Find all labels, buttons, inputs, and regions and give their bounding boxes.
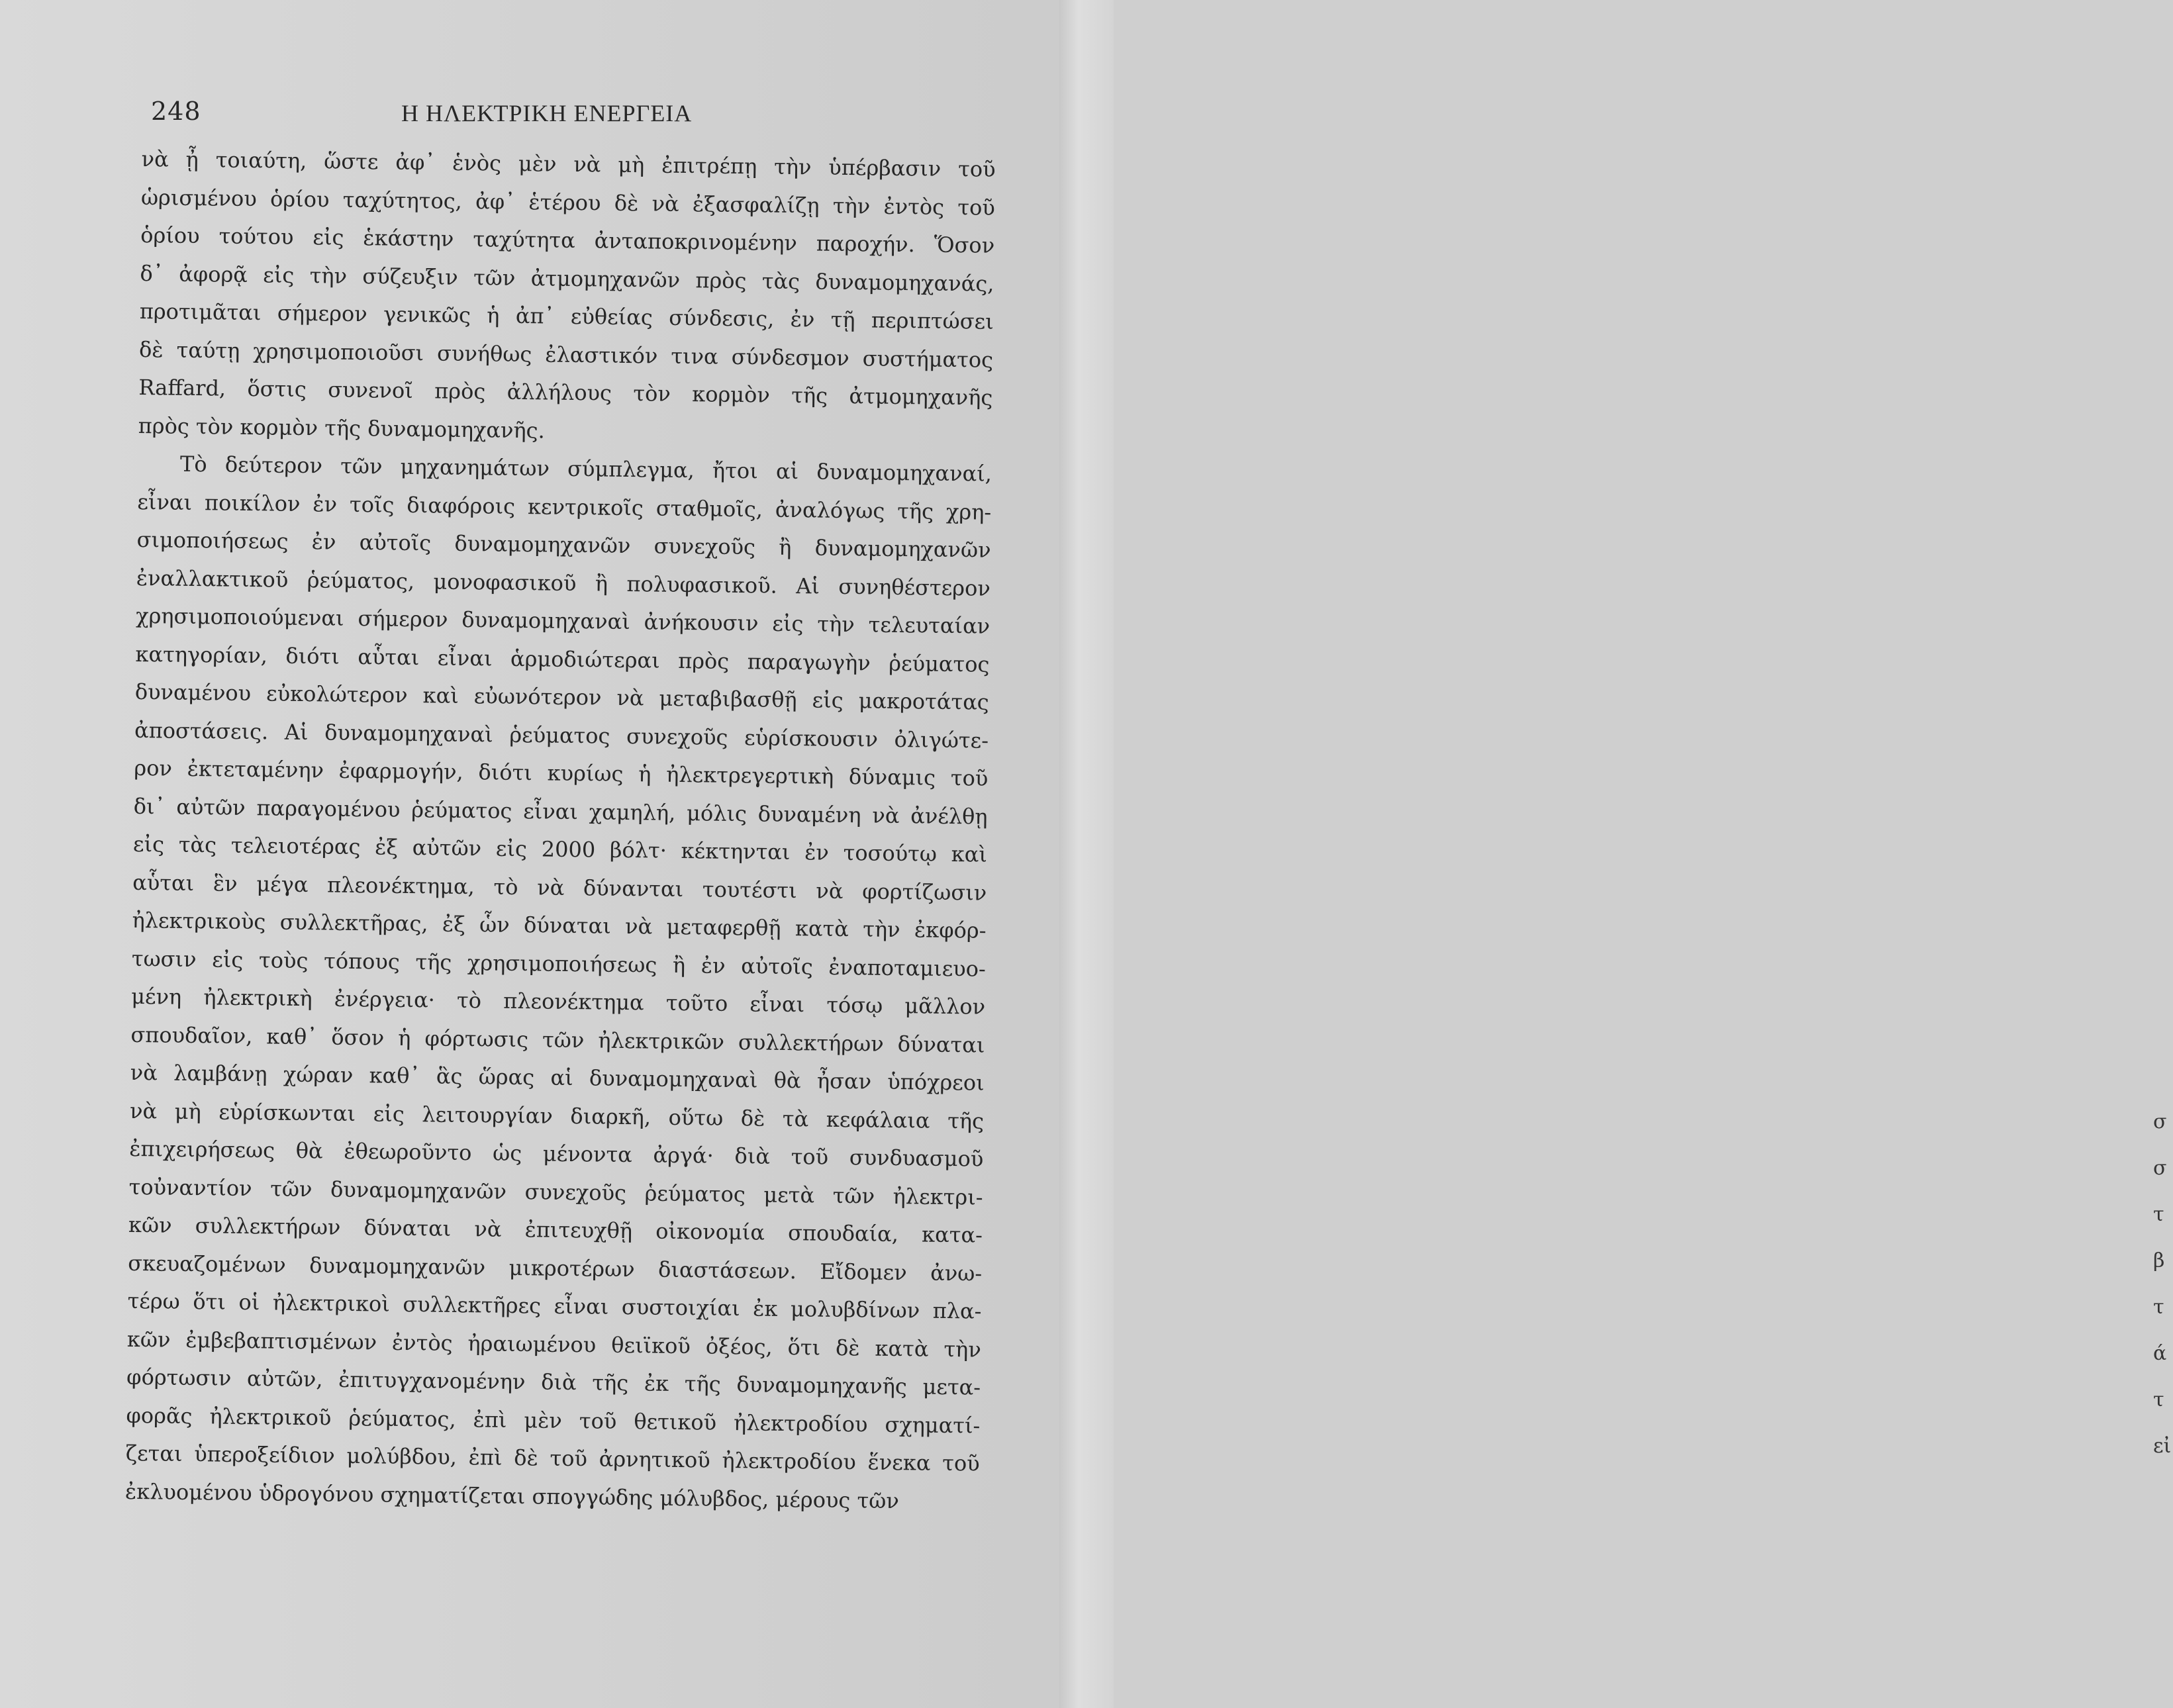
text-line: ἐπιχειρήσεως θὰ ἐθεωροῦντο ὡς μένοντα ἀργά· διὰ τοῦ συνδυασμοῦ — [129, 1135, 984, 1172]
running-head: Η ΗΛΕΚΤΡΙΚΗ ΕΝΕΡΓΕΙΑ — [401, 100, 693, 126]
text-line: δυναμένου εὐκολώτερον καὶ εὐωνότερον νὰ μεταβιβασθῇ εἰς μακροτάτας — [134, 679, 989, 715]
text-line: αὗται ἓν μέγα πλεονέκτημα, τὸ νὰ δύνανται τουτέστι νὰ φορτίζωσιν — [132, 869, 987, 906]
text-line: κατηγορίαν, διότι αὗται εἶναι ἁρμοδιώτεραι πρὸς παραγωγὴν ῥεύματος — [135, 641, 990, 677]
text-line: σιμοποιήσεως ἐν αὐτοῖς δυναμομηχανῶν συνεχοῦς ἢ δυναμομηχανῶν — [136, 526, 991, 563]
text-line: κῶν συλλεκτήρων δύναται νὰ ἐπιτευχθῇ οἰκονομία σπουδαία, κατα- — [128, 1211, 983, 1248]
text-line: πρὸς τὸν κορμὸν τῆς δυναμομηχανῆς. — [138, 412, 545, 443]
text-line: ρον ἐκτεταμένην ἐφαρμογήν, διότι κυρίως ἡ ἠλεκτρεγερτικὴ δύναμις τοῦ — [134, 755, 989, 791]
text-line: τοὐναντίον τῶν δυναμομηχανῶν συνεχοῦς ῥεύματος μετὰ τῶν ἠλεκτρι- — [128, 1174, 983, 1210]
text-line: μένη ἠλεκτρικὴ ἐνέργεια· τὸ πλεονέκτημα τοῦτο εἶναι τόσῳ μᾶλλον — [130, 983, 986, 1020]
facing-page-letter: σ — [2153, 1157, 2167, 1180]
text-line: Raffard, ὅστις συνενοῖ πρὸς ἀλλήλους τὸν κορμὸν τῆς ἀτμομηχανῆς — [138, 374, 993, 410]
text-line: εἶναι ποικίλον ἐν τοῖς διαφόροις κεντρικοῖς σταθμοῖς, ἀναλόγως τῆς χρη- — [137, 489, 992, 525]
facing-page-letter: τ — [2153, 1296, 2164, 1319]
facing-page-letter: τ — [2153, 1388, 2164, 1411]
facing-page-letter: εἰ — [2153, 1435, 2172, 1458]
text-line: νὰ λαμβάνῃ χώραν καθ᾽ ἃς ὥρας αἱ δυναμομηχαναὶ θὰ ἦσαν ὑπόχρεοι — [130, 1059, 985, 1096]
text-line: φόρτωσιν αὐτῶν, ἐπιτυγχανομένην διὰ τῆς ἐκ τῆς δυναμομηχανῆς μετα- — [126, 1364, 981, 1400]
text-line: νὰ ᾖ τοιαύτη, ὥστε ἀφ᾽ ἑνὸς μὲν νὰ μὴ ἐπιτρέπῃ τὴν ὑπέρβασιν τοῦ — [141, 146, 996, 182]
facing-page-letters — [2153, 1099, 2173, 1470]
text-line: ὡρισμένου ὁρίου ταχύτητος, ἀφ᾽ ἑτέρου δὲ νὰ ἐξασφαλίζῃ τὴν ἐντὸς τοῦ — [140, 184, 996, 220]
text-line: ἐκλυομένου ὑδρογόνου σχηματίζεται σπογγώδης μόλυβδος, μέρους τῶν — [124, 1478, 900, 1513]
text-line: σπουδαῖον, καθ᾽ ὅσον ἡ φόρτωσις τῶν ἠλεκτρικῶν συλλεκτήρων δύναται — [130, 1021, 985, 1058]
facing-page-letter: β — [2153, 1249, 2165, 1272]
text-line: ζεται ὑπεροξείδιον μολύβδου, ἐπὶ δὲ τοῦ ἀρνητικοῦ ἠλεκτροδίου ἕνεκα τοῦ — [125, 1440, 980, 1476]
facing-page-letter: ά — [2153, 1342, 2167, 1365]
text-line: ἠλεκτρικοὺς συλλεκτῆρας, ἐξ ὧν δύναται νὰ μεταφερθῇ κατὰ τὴν ἐκφόρ- — [132, 907, 987, 943]
text-line: σκευαζομένων δυναμομηχανῶν μικροτέρων διαστάσεων. Εἴδομεν ἀνω- — [128, 1250, 983, 1286]
facing-page-edge — [1059, 0, 2172, 1708]
text-line: Τὸ δεύτερον τῶν μηχανημάτων σύμπλεγμα, ἤτοι αἱ δυναμομηχαναί, — [179, 451, 992, 487]
text-line: κῶν ἐμβεβαπτισμένων ἐντὸς ἠραιωμένου θειϊκοῦ ὀξέος, ὅτι δὲ κατὰ τὴν — [126, 1326, 982, 1362]
text-line: τωσιν εἰς τοὺς τόπους τῆς χρησιμοποιήσεως ἢ ἐν αὐτοῖς ἐναποταμιευο- — [131, 945, 987, 982]
text-line: εἰς τὰς τελειοτέρας ἐξ αὐτῶν εἰς 2000 βόλτ· κέκτηνται ἐν τοσούτῳ καὶ — [132, 831, 988, 867]
text-line: χρησιμοποιούμεναι σήμερον δυναμομηχαναὶ ἀνήκουσιν εἰς τὴν τελευταίαν — [135, 602, 990, 639]
body-text — [125, 140, 996, 1521]
text-line: δ᾽ ἀφορᾷ εἰς τὴν σύζευξιν τῶν ἀτμομηχανῶν πρὸς τὰς δυναμομηχανάς, — [140, 260, 994, 297]
text-line: δὲ ταύτῃ χρησιμοποιοῦσι συνήθως ἐλαστικόν τινα σύνδεσμον συστήματος — [138, 336, 994, 373]
page-number: 248 — [151, 97, 201, 126]
text-line: τέρω ὅτι οἱ ἠλεκτρικοὶ συλλεκτῆρες εἶναι συστοιχίαι ἐκ μολυβδίνων πλα- — [127, 1288, 982, 1324]
text-line: ἀποστάσεις. Αἱ δυναμομηχαναὶ ῥεύματος συνεχοῦς εὑρίσκουσιν ὀλιγώτε- — [134, 717, 989, 753]
facing-page-letter: τ — [2153, 1203, 2164, 1226]
text-line: προτιμᾶται σήμερον γενικῶς ἡ ἀπ᾽ εὐθείας σύνδεσις, ἐν τῇ περιπτώσει — [139, 298, 994, 334]
text-line: δι᾽ αὐτῶν παραγομένου ῥεύματος εἶναι χαμηλή, μόλις δυναμένη νὰ ἀνέλθῃ — [133, 793, 988, 830]
text-line: νὰ μὴ εὑρίσκωνται εἰς λειτουργίαν διαρκῆ, οὕτω δὲ τὰ κεφάλαια τῆς — [129, 1098, 985, 1134]
facing-page-letter: σ — [2153, 1110, 2167, 1133]
text-line: ὁρίου τούτου εἰς ἑκάστην ταχύτητα ἀνταποκρινομένην παροχήν. Ὅσον — [140, 222, 995, 258]
text-line: ἐναλλακτικοῦ ῥεύματος, μονοφασικοῦ ἢ πολυφασικοῦ. Αἱ συνηθέστερον — [136, 565, 991, 601]
text-line: φορᾶς ἠλεκτρικοῦ ῥεύματος, ἐπὶ μὲν τοῦ θετικοῦ ἠλεκτροδίου σχηματί- — [126, 1402, 981, 1439]
